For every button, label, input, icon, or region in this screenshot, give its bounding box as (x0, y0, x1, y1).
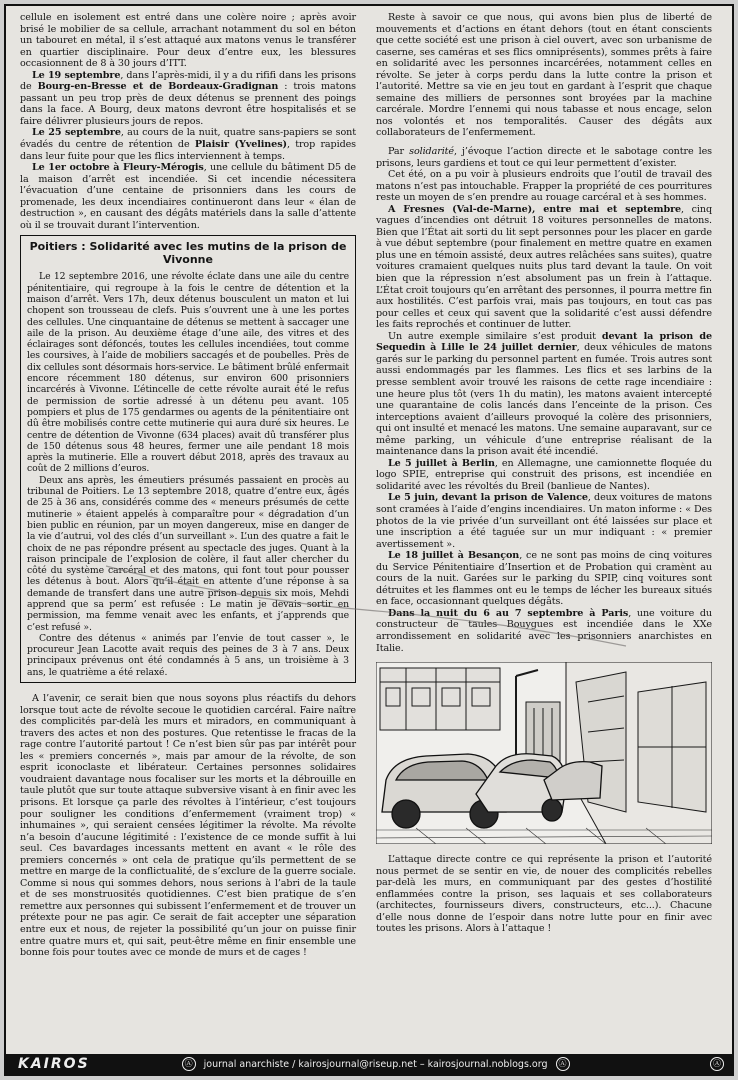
poitiers-box (20, 235, 356, 683)
article-paragraph: Le 19 septembre, dans l’après-midi, il y a du rififi dans les prisons de Bourg-en-Bresse et de Bordeaux-Gradignan : trois matons passant un peu trop près de deux détenus se prennent des poings dans la face. A Bourg, deux matons devront être hospitalisés et se faire délivrer plusieurs jours de repos. (20, 69, 356, 127)
burnt-cars-illustration (376, 662, 712, 844)
anarchy-symbol-icon: Ⓐ (182, 1057, 196, 1071)
article-paragraph: Le 18 juillet à Besançon, ce ne sont pas moins de cinq voitures du Service Pénitentiaire d’Insertion et de Probation qui cramènt au cours de la nuit. Garées sur le parking du SPIP, cinq voitures sont détruites et les flammes ont eu le temps de lécher les bureaux situés en face, occasionnant quelques dégâts. (376, 550, 712, 608)
article-paragraph: L’attaque directe contre ce qui représente la prison et l’autorité nous permet de se sentir en vie, de nouer des complicités rebelles par-delà les murs, en communiquant par des gestes d’hostilité enflammées contre la prison, ses laquais et ses collaborateurs (architectes, fournisseurs divers, constructeurs, etc...). Chacune d’elle nous donne de l’espoir dans notre lutte pour en finir avec toutes les prisons. Alors à l’attaque ! (376, 854, 712, 935)
box-paragraph: Contre des détenus « animés par l’envie de tout casser », le procureur Jean Lacotte avait requis des peines de 3 à 7 ans. Deux principaux prévenus ont été condamnés à 5 ans, un troisième à 3 ans, le quatrième a été relaxé. (27, 632, 349, 678)
article-paragraph: Par solidarité, j’évoque l’action directe et le sabotage contre les prisons, leurs gardiens et tout ce qui leur permettent d’exister. (376, 146, 712, 169)
article-paragraph: cellule en isolement est entré dans une colère noire ; après avoir brisé le mobilier de sa cellule, arrachant notamment du sol en béton un tabouret en métal, il s’est attaqué aux matons venus le transférer en quartier disciplinaire. Pour deux d’entre eux, les blessures occasionnent de 8 à 30 jours d’ITT. (20, 12, 356, 70)
anarchy-symbol-icon: Ⓐ (556, 1057, 570, 1071)
footer-contact (182, 1057, 570, 1071)
footer-bar (6, 1054, 732, 1074)
article-paragraph: Le 25 septembre, au cours de la nuit, quatre sans-papiers se sont évadés du centre de rétention de Plaisir (Yvelines), trop rapides dans leur fuite pour que les flics interviennent à temps. (20, 127, 357, 162)
newspaper-page (4, 4, 734, 1076)
left-column (20, 12, 356, 959)
article-paragraph: A l’avenir, ce serait bien que nous soyons plus réactifs du dehors lorsque tout acte de révolte secoue le quotidien carcéral. Faire naître des complicités par-delà les murs et miradors, en communiquant à travers des actes et non des postures. Que retentisse le fracas de la rage contre l’autorité partout ! Ce n’est bien sûr pas par intérêt pour les « premiers concernés », mais par amour de la révolte, de son esprit iconoclaste et libérateur. Certaines personnes solidaires voudraient davantage nous focaliser sur les morts et la débrouille en taule plutôt que sur toute attaque subversive visant à en finir avec les prisons. Et lorsque ça parle des révoltes à l’intérieur, c’est toujours pour souligner les conditions d’enfermement (vraiment trop) « inhumaines », qui seraient censées légitimer la révolte. Ma révolte n’a besoin d’aucune légitimité : l’existence de ce monde suffit à lui seul. Ces bavardages incessants mettent en avant « le rôle des premiers concernés » ont cela de pratique qu’ils permettent de se mettre en marge de la conflictualité, de s’exclure de la guerre sociale. Comme si nous qui sommes dehors, nous serions à l’abri de la taule et de ses monstruosités quotidiennes. C’est bien pratique de s’en remettre aux personnes qui subissent l’enfermement et de trouver un prétexte pour ne pas agir. Ce serait de fait accepter une séparation entre eux et nous, de rejeter la possibilité qu’un jour on puisse finir entre quatre murs et, qui sait, peut-être même en finir ensemble une bonne fois pour toutes avec ce monde de murs et de cages ! (20, 693, 356, 959)
article-paragraph: Dans la nuit du 6 au 7 septembre à Paris, une voiture du constructeur de taules Bouygues est incendiée dans le XXe arrondissement en solidarité avec les prisonniers anarchistes en Italie. (376, 607, 713, 654)
box-paragraph: Le 12 septembre 2016, une révolte éclate dans une aile du centre pénitentiaire, qui regroupe à la fois le centre de détention et la maison d’arrêt. Vers 17h, deux détenus bousculent un maton et lui chopent son trousseau de clefs. Puis s’ouvrent une à une les portes des cellules. Une cinquantaine de détenus se mettent à saccager une aile de la prison. Au deuxième étage d’une aile, des vitres et des éclairages sont défoncés, toutes les cellules incendiées, tout comme les coursives, à l’aide de mobiliers saccagés et de poubelles. Près de dix cellules sont désormais hors-service. Le bâtiment brûlé enfermait encore récemment 180 détenus, sur environ 600 prisonniers incarcérés à Vivonne. L’étincelle de cette révolte aurait été le refus de permission de sortie adressé à un détenu peu avant. 105 pompiers et plus de 175 gendarmes ou agents de la pénitentiaire ont dû être mobilisés contre cette mutinerie qui aura duré six heures. Le centre de détention de Vivonne (634 places) avait dû transférer plus de 150 détenus sous 48 heures, fermer une aile pendant 18 mois après la mutinerie. Elle a rouvert début 2018, après des travaux au coût de 2 millions d’euros. (27, 271, 349, 475)
article-paragraph: Le 5 juillet à Berlin, en Allemagne, une camionnette floquée du logo SPIE, entreprise qui construit des prisons, est incendiée en solidarité avec les révoltés du Breil (banlieue de Nantes). (376, 457, 712, 492)
anarchy-symbol-icon: Ⓐ (710, 1057, 724, 1071)
article-paragraph: A Fresnes (Val-de-Marne), entre mai et septembre, cinq vagues d’incendies ont détruit 18 voitures personnelles de matons. Bien que l’État ait sorti du lit sept personnes pour les placer en garde à vue début septembre (pour finalement en mettre quatre en examen plus une en témoin assisté, deux autres relâchées sans suites), quatre voitures cramaient quelques nuits plus tard devant la taule. On voit bien que la répression n’est absolument pas un frein à l’attaque. L’État croit toujours qu’en arrêtant des personnes, il pourra mettre fin aux hostilités. C’est parfois vrai, mais pas toujours, en tout cas pas pour celles et ceux qui savent que la solidarité c’est aussi défendre les faits reprochés et continuer de lutter. (376, 203, 712, 331)
right-column (376, 12, 712, 935)
article-paragraph: Reste à savoir ce que nous, qui avons bien plus de liberté de mouvements et d’actions en étant dehors (tout en étant conscients que cette société est une prison à ciel ouvert, avec son urbanisme de caserne, ses caméras et ses flics omniprésents), sommes prêts à faire en solidarité avec les personnes incarcérées, notamment celles en révolte. Se jeter à corps perdu dans la lutte contre la prison et l’autorité. Mettre sa vie en jeu tout en gardant à l’esprit que chaque semaine des milliers de personnes sont broyées par la machine carcérale. Mordre l’ennemi qui nous tabasse et nous encage, selon nos volontés et nos temporalités. Causer des dégâts aux collaborateurs de l’enfermement. (376, 12, 712, 139)
box-title: Poitiers : Solidarité avec les mutins de la prison de Vivonne (29, 240, 347, 267)
box-paragraph: Deux ans après, les émeutiers présumés passaient en procès au tribunal de Poitiers. Le 13 septembre 2018, quatre d’entre eux, âgés de 25 à 36 ans, considérés comme des « meneurs présumés de cette mutinerie » étaient appelés à comparaître pour « dégradation d’un bien public en réunion, par un moyen dangereux, mise en danger de la vie d’autrui, vol des clés d’un surveillant ». L’un des quatre a fait le choix de ne pas répondre présent au spectacle des juges. Quant à la raison principale de l’explosion de colère, il faut aller chercher du côté du système carcéral et des matons, qui font tout pour pousser les détenus à bout. Alors qu’il était en attente d’une réponse à sa demande de transfert dans une autre prison depuis six mois, Mehdi apprend que sa perm’ est refusée : Le matin je devais sortir en permission, ma femme venait avec les enfants, et j’apprends que c’est refusé ». (27, 474, 349, 633)
article-paragraph: Un autre exemple similaire s’est produit devant la prison de Sequedin à Lille le 24 juillet dernier, deux véhicules de matons garés sur le parking du personnel partent en fumée. Trois autres sont aussi endommagés par les flammes. Les flics et ses larbins de la presse semblent avoir trouvé les raisons de cette rage incendiaire : une heure plus tôt (vers 1h du matin), les matons avaient intercepté une quarantaine de colis lancés dans l’enceinte de la prison. Ces interceptions avaient d’ailleurs provoqué la colère des prisonniers, qui ont insulté et menacé les matons. Une semaine auparavant, sur ce même parking, un véhicule d’une entreprise réalisant de la maintenance dans la prison avait été incendié. (376, 330, 712, 458)
article-paragraph: Le 1er octobre à Fleury-Mérogis, une cellule du bâtiment D5 de la maison d’arrêt est incendiée. Si cet incendie nécessitera l’évacuation d’une centaine de prisonniers dans les cours de promenade, les deux incendiaires continueront dans leur « élan de destruction », en causant des dégâts matériels dans la salle d’attente où il se trouvait durant l’intervention. (20, 162, 356, 231)
footer-text: journal anarchiste / kairosjournal@riseup.net – kairosjournal.noblogs.org (203, 1058, 548, 1070)
article-paragraph: Le 5 juin, devant la prison de Valence, deux voitures de matons sont cramées à l’aide d’engins incendiaires. Un maton informe : « Des photos de la vie privée d’un surveillant ont été laissées sur place et une inscription a été taguée sur un mur indiquant : « premier avertissement ». (376, 492, 713, 550)
article-paragraph: Cet été, on a pu voir à plusieurs endroits que l’outil de travail des matons n’est pas intouchable. Frapper la propriété de ces pourritures reste un moyen de s’en prendre au rouage carcéral et à ses hommes. (376, 169, 712, 204)
kairos-logo: KAIROS (18, 1056, 90, 1072)
